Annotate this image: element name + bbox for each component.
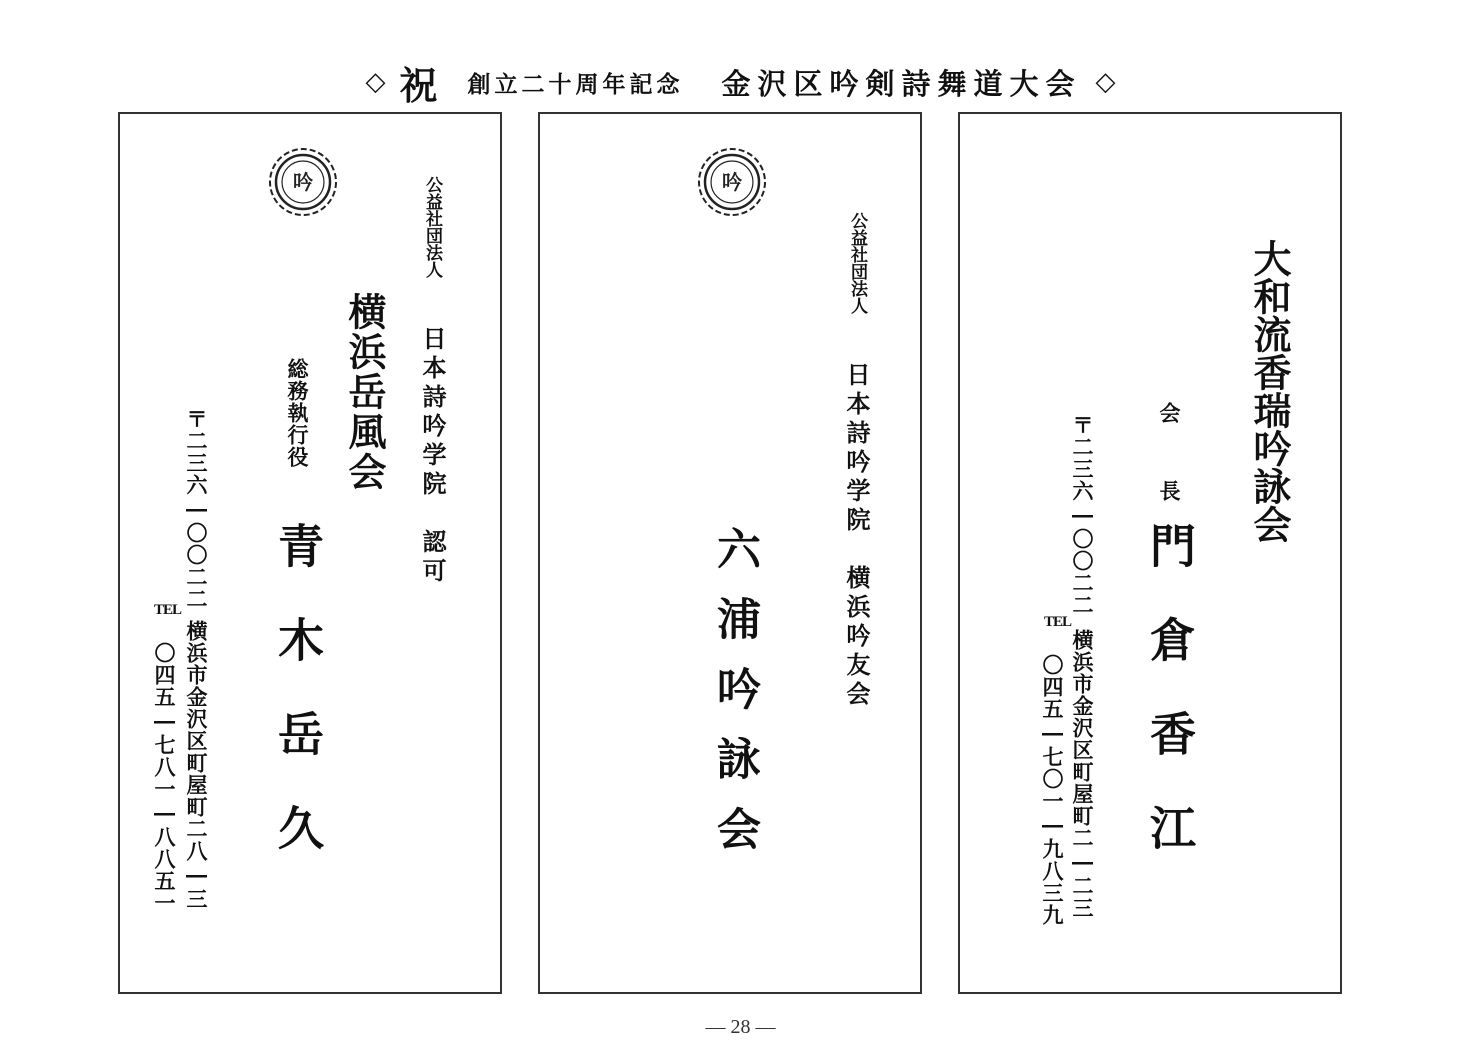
address: 横浜市金沢区町屋町二八―三 (184, 620, 209, 910)
postal-code: 〒二三六―〇〇二二 (1070, 414, 1095, 616)
org-name: 横浜岳風会 (342, 292, 387, 492)
page-number: ― 28 ― (705, 1016, 776, 1038)
gin-crest-icon (263, 142, 343, 222)
tel-number: 〇四五―七八一―八八五一 (152, 642, 177, 914)
tel-label: TEL (154, 602, 182, 618)
celebration-heading: 祝 (399, 62, 438, 108)
tel-number: 〇四五―七〇一―九八三九 (1040, 654, 1065, 926)
postal-code: 〒二三六―〇〇二二 (184, 408, 209, 610)
svg-text:吟: 吟 (293, 170, 313, 194)
parent-org: 日本詩吟学院 認可 (418, 326, 447, 587)
event-title: 金沢区吟剣詩舞道大会 (721, 66, 1082, 101)
anniversary-subtitle: 創立二十周年記念 (467, 70, 684, 98)
org-name: 六浦吟詠会 (709, 526, 760, 876)
ad-card-yamatoryu-kouzui-ginneikai (958, 112, 1342, 994)
org-type: 公益社団法人 (847, 212, 867, 314)
person-name: 門倉香江 (1143, 522, 1197, 898)
org-type: 公益社団法人 (422, 176, 442, 278)
org-name: 大和流香瑞吟詠会 (1247, 239, 1292, 543)
position-title: 総務執行役 (285, 358, 310, 468)
ad-card-yokohama-gakufukai (118, 112, 502, 994)
tel-label: TEL (1044, 614, 1072, 630)
page-header (0, 56, 1481, 108)
parent-org: 日本詩吟学院 横浜吟友会 (842, 362, 871, 710)
gin-crest-icon (692, 142, 772, 222)
ad-card-mutsuura-ginneikai (538, 112, 922, 994)
position-title: 会 長 (1157, 402, 1182, 519)
svg-text:吟: 吟 (722, 170, 742, 194)
address: 横浜市金沢区町屋町二―二三 (1070, 629, 1095, 919)
diamond-left-icon: ◇ (365, 67, 386, 97)
diamond-right-icon: ◇ (1095, 67, 1116, 97)
person-name: 青木岳久 (271, 522, 325, 898)
